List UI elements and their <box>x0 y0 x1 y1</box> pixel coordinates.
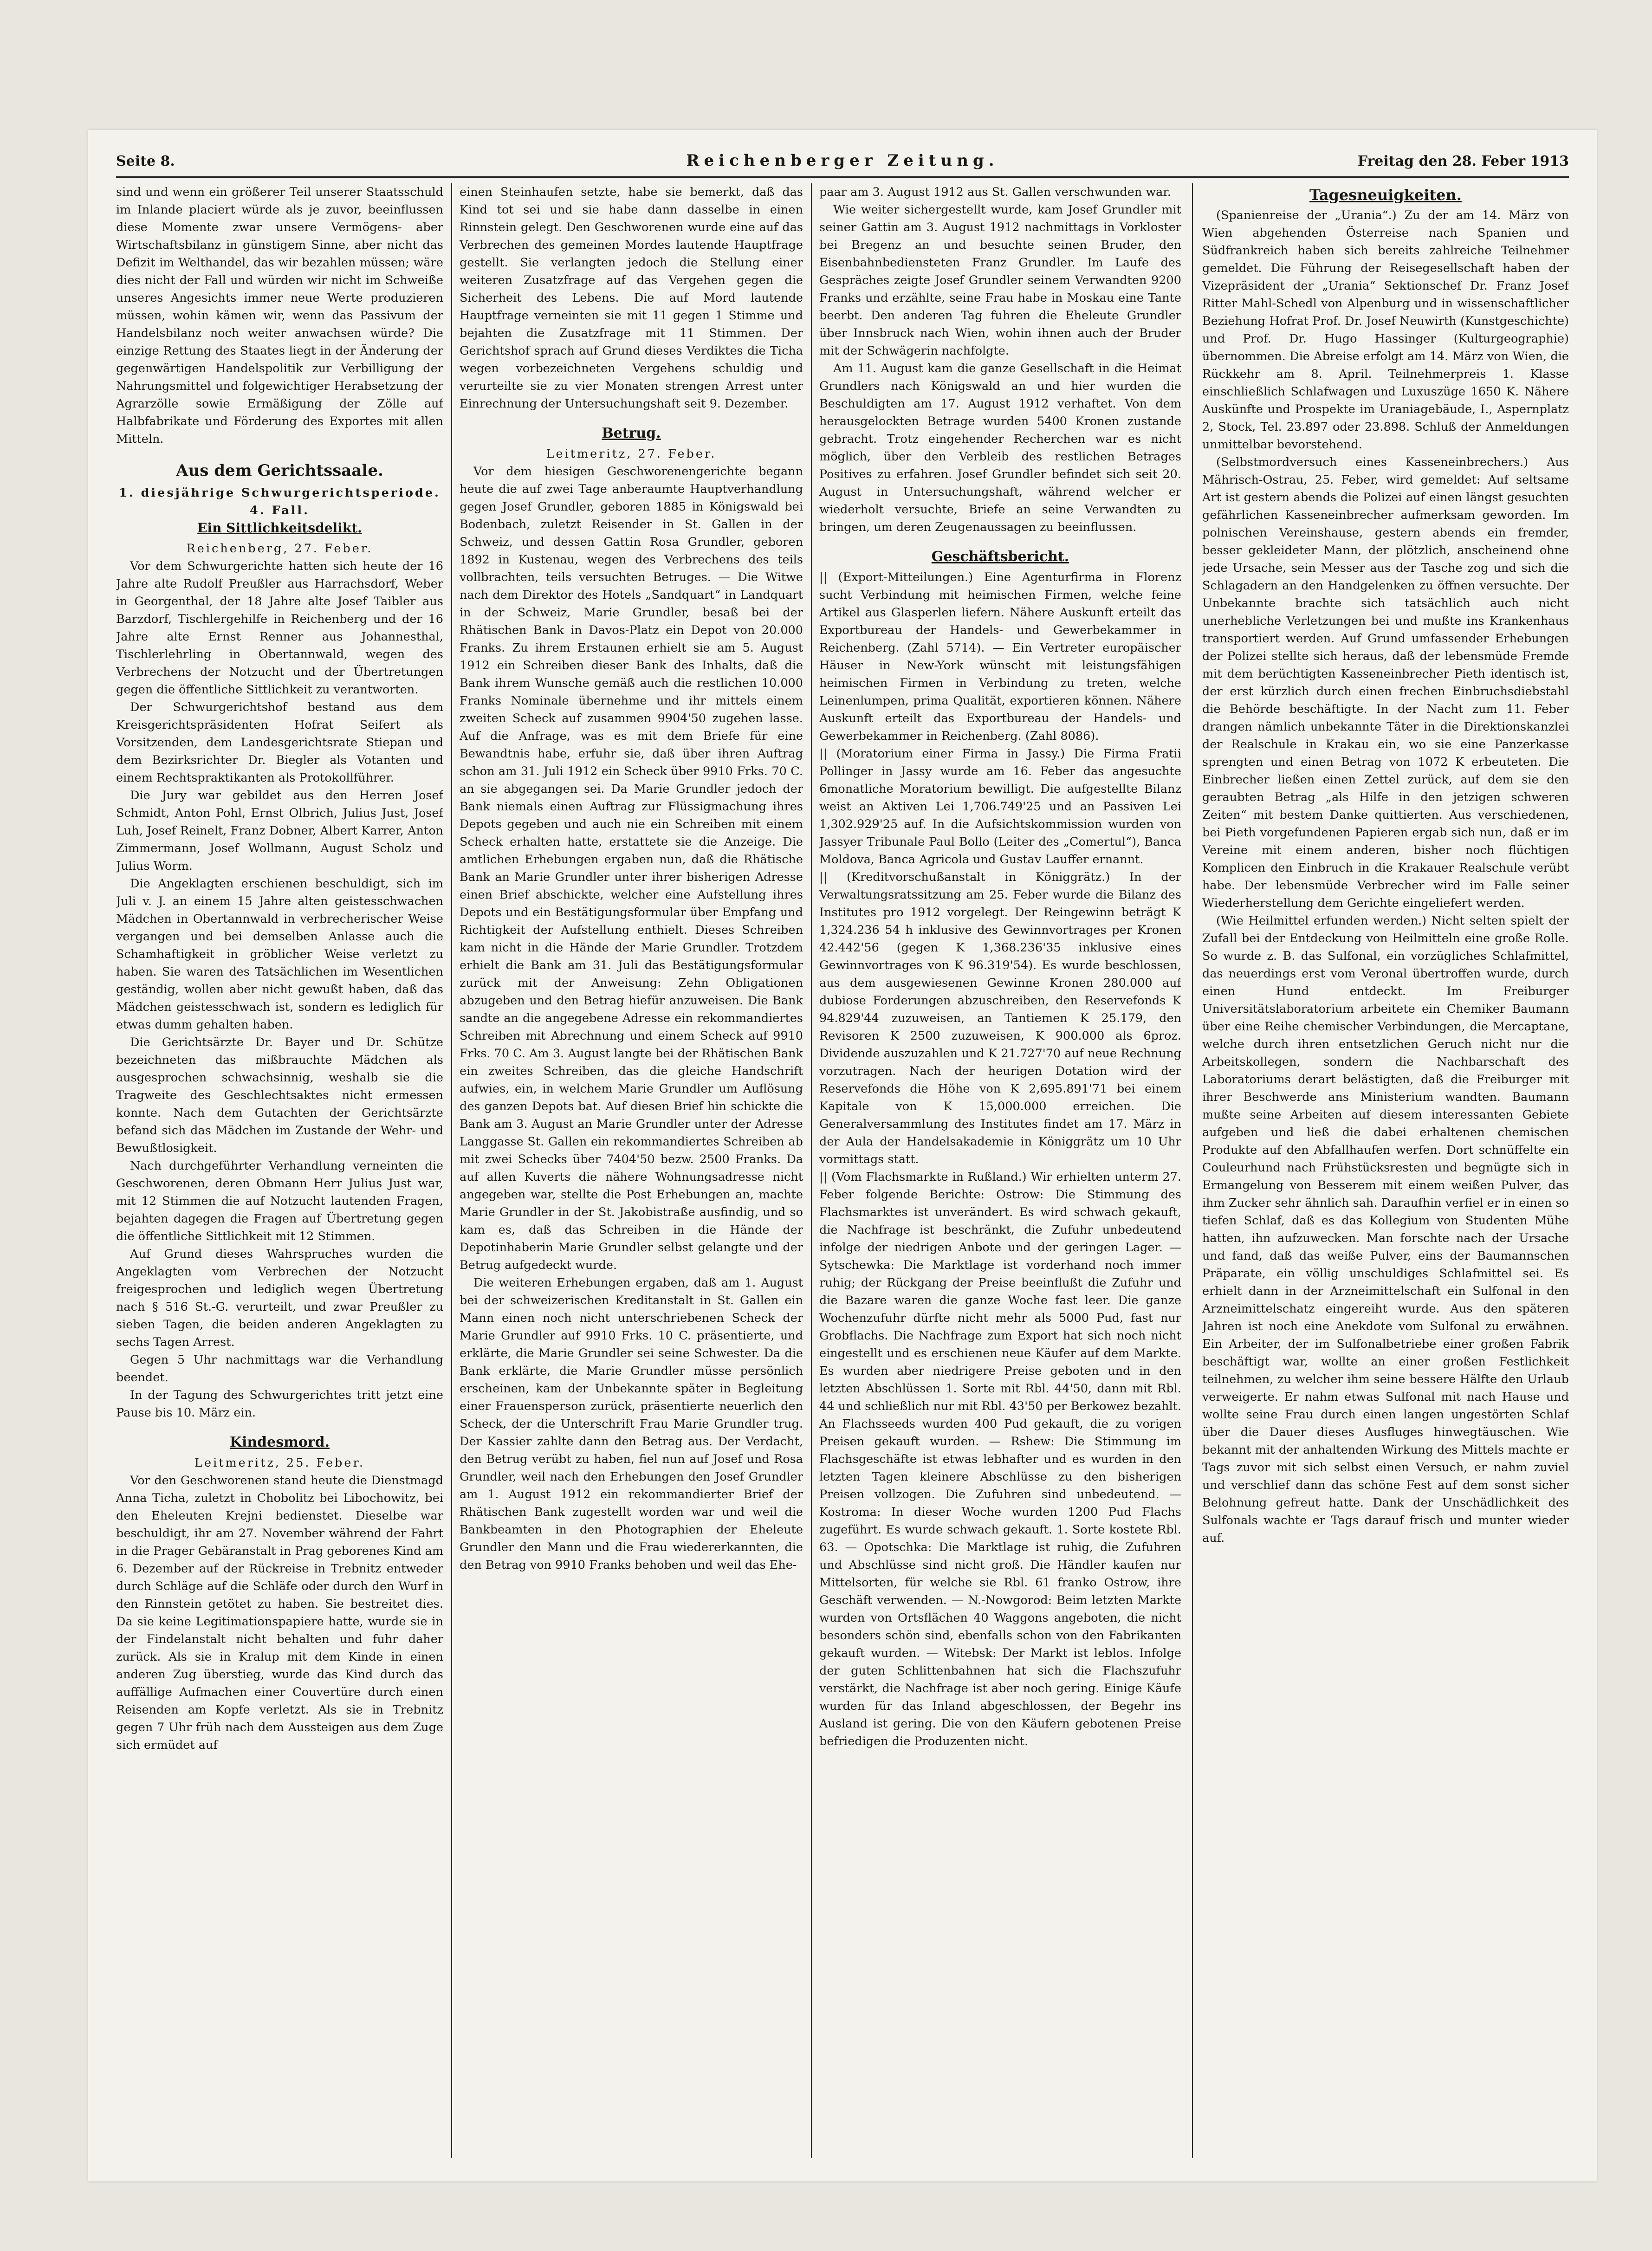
news-item: (Wie Heilmittel erfunden werden.) Nicht selten spielt der Zufall bei der Entdeckung von Heilmitteln eine große Rolle. So wurde z. B. das Sulfonal, ein vorzügliches Schlafmittel, das neuerdings erst vom Veronal übertroffen wurde, durch einen Hund entdeckt. Im Freiburger Universitätslaboratorium arbeitete ein Chemiker Baumann über eine Reihe chemischer Verbindungen, die Mercaptane, welche durch ihren entsetzlichen Geruch nicht nur die Arbeitskollegen, sondern die Nachbarschaft des Laboratoriums derart belästigten, daß die Freiburger mit ihrer Beschwerde ans Ministerium wandten. Baumann mußte seine Arbeiten auf diesem interessanten Gebiete aufgeben und ließ die dabei erhaltenen chemischen Produkte auf den Abfallhaufen werfen. Dort schnüffelte ein Couleurhund nach Frühstücksresten und begnügte sich in Ermangelung von Besserem mit einem weißen Pulver, das ihm Zucker sehr ähnlich sah. Daraufhin verfiel er in einen so tiefen Schlaf, daß es das Kollegium von Studenten Mühe hatten, ihn aufzuwecken. Man forschte nach der Ursache und fand, daß das weiße Pulver, eins der Baumannschen Präparate, ein völlig unschuldiges Schlafmittel sei. Es erhielt dann in der Arzneimittelschaft ein Sulfonal in den Arzneimittelschatz eingereiht wurde. Aus den späteren Jahren ist noch eine Anekdote vom Sulfonal zu erwähnen. Ein Arbeiter, der im Sulfonalbetriebe einer großen Fabrik beschäftigt war, wollte an einer großen Festlichkeit teilnehmen, zu welcher ihm seine bessere Hälfte den Urlaub verweigerte. Er nahm etwas Sulfonal mit nach Hause und wollte seine Frau durch einen langen ungestörten Schlaf über die Dauer dieses Ausfluges hinwegtäuschen. Wie bekannt mit der anhaltenden Wirkung des Mittels machte er Tags zuvor mit sich selbst einen Versuch, er nahm zuviel und verschlief dann das schöne Fest auf dem sonst sicher Belohnung gefreut hatte. Dank der Unschädlichkeit des Sulfonals wachte er Tags darauf frisch und munter wieder auf. <box>1202 914 1569 1545</box>
article-text: Gegen 5 Uhr nachmittags war die Verhandlung beendet. <box>116 1353 443 1384</box>
article-text: sind und wenn ein größerer Teil unserer Staatsschuld im Inlande placiert würde als je zuvor, beeinflussen diese Momente zwar unsere Vermögens- aber Wirtschaftsbilanz in günstigem Sinne, aber nicht das Defizit im Welthandel, das wir bezahlen müssen; wäre dies nicht der Fall und würden wir nicht im Schweiße unseres Angesichts immer neue Werte produzieren müssen, wohin kämen wir, wenn das Passivum der Handelsbilanz noch weiter anwachsen würde? Die einzige Rettung des Staates liegt in der Änderung der gegenwärtigen Handelspolitik zur Verbilligung der Nahrungsmittel und folgewichtiger Herabsetzung der Agrarzölle sowie Ermäßigung der Zölle auf Halbfabrikate und Förderung des Exportes mit allen Mitteln. <box>116 185 443 446</box>
dateline: Reichenberg, 27. Feber. <box>186 542 373 556</box>
article-text: Am 11. August kam die ganze Gesellschaft in die Heimat Grundlers nach Königswald an und hier wurden die Beschuldigten am 17. August 1912 verhaftet. Von dem herausgelockten Betrage wurden 5400 Kronen zustande gebracht. Trotz eingehender Recherchen war es nicht möglich, über den Verbleib des restlichen Betrages Positives zu erfahren. Josef Grundler befindet sich seit 20. August in Untersuchungshaft, während welcher er wiederholt versuchte, Briefe an seine Verwandten zu bringen, um deren Zeugenaussagen zu beeinflussen. <box>819 362 1181 534</box>
news-item: (Selbstmordversuch eines Kasseneinbrechers.) Aus Mährisch-Ostrau, 25. Feber, wird gemeldet: Auf seltsame Art ist gestern abends die Polizei auf einen längst gesuchten gefährlichen Kasseneinbrecher aufmerksam geworden. Im polnischen Vereinshause, gestern abends ein fremder, besser gekleideter Mann, der plötzlich, anscheinend ohne jede Ursache, sein Messer aus der Tasche zog und sich die Schlagadern an den Handgelenken zu öffnen versuchte. Der Unbekannte brachte sich tatsächlich auch nicht unerhebliche Verletzungen bei und mußte ins Krankenhaus transportiert werden. Auf Grund umfassender Erhebungen der Polizei stellte sich heraus, daß der lebensmüde Fremde mit dem berüchtigten Kasseneinbrecher Pieth identisch ist, der erst kürzlich durch einen frechen Einbruchsdiebstahl die Behörde beschäftigte. In der Nacht zum 11. Feber drangen nämlich unbekannte Täter in die Direktionskanzlei der Realschule in Krakau ein, wo sie eine Panzerkasse sprengten und einen Betrag von 1072 K erbeuteten. Die Einbrecher ließen einen Zettel zurück, auf dem sie den geraubten Betrag „als Hilfe in den jetzigen schweren Zeiten“ mit bestem Danke quittierten. Aus verschiedenen, bei Pieth vorgefundenen Papieren ergab sich nun, daß er im Vereine mit einem anderen, bisher noch flüchtigen Komplicen den Einbruch in die Krakauer Realschule verübt habe. Der lebensmüde Verbrecher wird im Falle seiner Wiederherstellung dem Gerichte eingeliefert werden. <box>1202 455 1569 910</box>
column-divider <box>811 183 812 2158</box>
section-heading: Aus dem Gerichtssaale. <box>176 461 383 480</box>
section-subheading: 1. diesjährige Schwurgerichtsperiode. 4. Fall. <box>119 486 441 517</box>
newspaper-page <box>88 130 1597 2181</box>
article-text: Die Angeklagten erschienen beschuldigt, sich im Juli v. J. an einem 15 Jahre alten geistesschwachen Mädchen in Obertannwald in verbrecherischer Weise vergangen und bei demselben Anlasse auch die Schamhaftigkeit in gröblicher Weise verletzt zu haben. Sie waren des Tatsächlichen im Wesentlichen geständig, wollen aber nicht gewußt haben, daß das Mädchen geistesschwach ist, sondern es lediglich für etwas dumm gehalten haben. <box>116 877 443 1032</box>
dateline: Leitmeritz, 25. Feber. <box>194 1456 365 1470</box>
issue-date: Freitag den 28. Feber 1913 <box>1357 153 1569 169</box>
article-headline: Kindesmord. <box>229 1434 330 1450</box>
business-notice: || (Moratorium einer Firma in Jassy.) Die Firma Fratii Pollinger in Jassy wurde am 16. Feber das angesuchte 6monatliche Moratorium bewilligt. Die aufgestellte Bilanz weist an Aktiven Lei 1,706.749'25 und an Passiven Lei 1,302.929'25 auf. In die Aufsichtskommission wurden von Jassyer Tribunale Paul Bollo (Leiter des „Comertul“), Banca Moldova, Banca Agricola und Gustav Lauffer ernannt. <box>819 747 1181 867</box>
column-3 <box>819 183 1181 2158</box>
business-notice: || (Export-Mitteilungen.) Eine Agenturfirma in Florenz sucht Verbindung mit heimischen Firmen, welche feine Artikel aus Glasperlen liefern. Nähere Auskunft erteilt das Exportbureau der Handels- und Gewerbekammer in Reichenberg. (Zahl 5714). — Ein Vertreter europäischer Häuser in New-York wünscht mit leistungsfähigen heimischen Firmen in Verbindung zu treten, welche Leinenlumpen, prima Qualität, exportieren können. Nähere Auskunft erteilt das Exportbureau der Handels- und Gewerbekammer in Reichenberg. (Zahl 8086). <box>819 570 1181 743</box>
article-text: Die weiteren Erhebungen ergaben, daß am 1. August bei der schweizerischen Kreditanstalt in St. Gallen ein Mann einen noch nicht unterschriebenen Scheck der Marie Grundler auf 9910 Frks. 10 C. präsentierte, und erklärte, die Marie Grundler sei seine Schwester. Da die Bank erklärte, die Marie Grundler müsse persönlich erscheinen, kam der Unbekannte später in Begleitung einer Frauensperson zurück, präsentierte neuerlich den Scheck, der die Unterschrift Frau Marie Grundler trug. Der Kassier zahlte dann den Betrag aus. Der Verdacht, den Betrug verübt zu haben, fiel nun auf Josef und Rosa Grundler, weil nach den Erhebungen den Josef Grundler am 1. August 1912 ein rekommandierter Brief der Rhätischen Bank zugestellt worden war und weil die Bankbeamten in den Photographien der Eheleute Grundler den Mann und die Frau wiedererkannten, die den Betrag von 9910 Franks behoben und weil das Ehe- <box>460 1276 803 1572</box>
column-divider <box>1192 183 1193 2158</box>
article-headline: Ein Sittlichkeitsdelikt. <box>197 520 362 536</box>
article-text: Der Schwurgerichtshof bestand aus dem Kreisgerichtspräsidenten Hofrat Seifert als Vorsitzenden, dem Landesgerichtsrate Stiepan und dem Bezirksrichter Dr. Biegler als Votanten und einem Rechtspraktikanten als Protokollführer. <box>116 700 443 785</box>
newspaper-title: Reichenberger Zeitung. <box>686 151 999 170</box>
column-2 <box>460 183 803 2158</box>
article-text: Die Gerichtsärzte Dr. Bayer und Dr. Schütze bezeichneten das mißbrauchte Mädchen als ausgesprochen schwachsinnig, weshalb sie die Tragweite des Geschlechtsaktes nicht ermessen konnte. Nach dem Gutachten der Gerichtsärzte befand sich das Mädchen im Zustande der Wehr- und Bewußtlosigkeit. <box>116 1035 443 1155</box>
business-notice: || (Kreditvorschußanstalt in Königgrätz.) In der Verwaltungsratssitzung am 25. Feber wurde die Bilanz des Institutes pro 1912 vorgelegt. Der Reingewinn beträgt K 1,324.236 54 h inklusive des Gewinnvortrages per Kronen 42.442'56 (gegen K 1,368.236'35 inklusive eines Gewinnvortrages von K 96.319'54). Es wurde beschlossen, aus dem ausgewiesenen Gewinne Kronen 280.000 auf dubiose Forderungen abzuschreiben, den Reservefonds K 94.829'44 zuzuweisen, an Tantiemen K 25.179, den Revisoren K 2500 zuzuweisen, K 900.000 als 6proz. Dividende auszuzahlen und K 21.727'70 auf neue Rechnung vorzutragen. Nach der heurigen Dotation wird der Reservefonds die Höhe von K 2,695.891'71 bei einem Kapitale von K 15,000.000 erreichen. Die Generalversammlung des Institutes findet am 17. März in der Aula der Handelsakademie in Königgrätz um 10 Uhr vormittags statt. <box>819 870 1181 1166</box>
column-1 <box>116 183 443 2158</box>
page-number: Seite 8. <box>116 153 175 169</box>
article-text: Auf Grund dieses Wahrspruches wurden die Angeklagten vom Verbrechen der Notzucht freigesprochen und lediglich wegen Übertretung nach § 516 St.-G. verurteilt, und zwar Preußler zu sieben Tagen, die beiden anderen Angeklagten zu sechs Tagen Arrest. <box>116 1247 443 1349</box>
article-headline: Betrug. <box>602 425 661 441</box>
article-text: Vor dem Schwurgerichte hatten sich heute der 16 Jahre alte Rudolf Preußler aus Harrachsdorf, Weber in Georgenthal, der 18 Jahre alte Josef Taibler aus Barzdorf, Tischlergehilfe in Reichenberg und der 16 Jahre alte Ernst Renner aus Johannesthal, Tischlerlehrling in Obertannwald, wegen des Verbrechens der Notzucht und der Übertretungen gegen die öffentliche Sittlichkeit zu verantworten. <box>116 559 443 697</box>
article-text: Die Jury war gebildet aus den Herren Josef Schmidt, Anton Pohl, Ernst Olbrich, Julius Just, Josef Luh, Josef Reinelt, Franz Dobner, Albert Karrer, Anton Zimmermann, Josef Wollmann, August Scholz und Julius Worm. <box>116 789 443 873</box>
article-text: einen Steinhaufen setzte, habe sie bemerkt, daß das Kind tot sei und sie habe dann dasselbe in einen Rinnstein gelegt. Den Geschworenen wurde eine auf das Verbrechen des gemeinen Mordes lautende Hauptfrage gestellt. Sie verlangten jedoch die Stellung einer weiteren Zusatzfrage auf das Vergehen gegen die Sicherheit des Lebens. Die auf Mord lautende Hauptfrage verneinten sie mit 11 gegen 1 Stimme und bejahten die Zusatzfrage mit 11 Stimmen. Der Gerichtshof sprach auf Grund dieses Verdiktes die Ticha wegen vorbezeichneten Vergehens schuldig und verurteilte sie zu vier Monaten strengen Arrest unter Einrechnung der Untersuchungshaft seit 9. Dezember. <box>460 185 803 411</box>
column-divider <box>451 183 452 2158</box>
article-text: Vor den Geschworenen stand heute die Dienstmagd Anna Ticha, zuletzt in Chobolitz bei Libochowitz, bei den Eheleuten Krejni bedienstet. Dieselbe war beschuldigt, ihr am 27. November während der Fahrt in die Prager Gebäranstalt in Prag geborenes Kind am 6. Dezember auf der Rückreise in Trebnitz entweder durch Schläge auf die Schläfe oder durch den Wurf in den Rinnstein getötet zu haben. Sie bestreitet dies. Da sie keine Legitimationspapiere hatte, wurde sie in der Findelanstalt nicht behalten und fuhr daher zurück. Als sie in Kralup mit dem Kinde in einen anderen Zug überstieg, wurde das Kind durch das auffällige Aufmachen einer Couvertüre durch einen Reisenden am Kopfe verletzt. Als sie in Trebnitz gegen 7 Uhr früh nach dem Aussteigen aus dem Zuge sich ermüdet auf <box>116 1474 443 1752</box>
business-notice: || (Vom Flachsmarkte in Rußland.) Wir erhielten unterm 27. Feber folgende Berichte: Ostrow: Die Stimmung des Flachsmarktes ist unverändert. Es wird schwach gekauft, die Nachfrage ist beschränkt, die Zufuhr unbedeutend infolge der niedrigen Anbote und der geringen Lager. — Sytschewka: Die Marktlage ist vorderhand noch immer ruhig; der Rückgang der Preise beeinflußt die Zufuhr und die Bazare waren die ganze Woche fast leer. Die ganze Wochenzufuhr dürfte nicht mehr als 5000 Pud, fast nur Grobflachs. Die Nachfrage zum Export hat sich noch nicht eingestellt und es erschienen neue Käufer auf dem Markte. Es wurden aber niedrigere Preise geboten und in den letzten Abschlüssen 1. Sorte mit Rbl. 44'50, dann mit Rbl. 44 und schließlich nur mit Rbl. 43'50 per Berkowez bezahlt. An Flachsseeds wurden 400 Pud gekauft, die zu vorigen Preisen gekauft wurden. — Rshew: Die Stimmung im Flachsgeschäfte ist etwas lebhafter und es wurden in den letzten Tagen kleinere Abschlüsse zu den bisherigen Preisen vollzogen. Die Zufuhren sind unbedeutend. — Kostroma: In dieser Woche wurden 1200 Pud Flachs zugeführt. Es wurde schwach gekauft. 1. Sorte kostete Rbl. 63. — Opotschka: Die Marktlage ist ruhig, die Zufuhren und Abschlüsse sind nicht groß. Die Händler kaufen nur Mittelsorten, für welche sie Rbl. 61 franko Ostrow, ihre Geschäft verwenden. — N.-Nowgorod: Beim letzten Markte wurden von Ortsflächen 40 Waggons angeboten, die nicht besonders schön sind, ebenfalls schon von den Fabrikanten gekauft wurden. — Witebsk: Der Markt ist leblos. Infolge der guten Schlittenbahnen hat sich die Flachszufuhr verstärkt, die Nachfrage ist aber noch gering. Einige Käufe wurden für das Inland abgeschlossen, der Begehr ins Ausland ist gering. Die von den Käufern gebotenen Preise befriedigen die Produzenten nicht. <box>819 1170 1181 1748</box>
section-heading: Geschäftsbericht. <box>931 549 1069 565</box>
column-4 <box>1202 183 1569 2158</box>
section-heading: Tagesneuigkeiten. <box>1309 186 1462 204</box>
article-text: Vor dem hiesigen Geschworenengerichte begann heute die auf zwei Tage anberaumte Hauptverhandlung gegen Josef Grundler, geboren 1885 in Königswald bei Bodenbach, zuletzt Reisender in St. Gallen in der Schweiz, und dessen Gattin Rosa Grundler, geboren 1892 in Kustenau, wegen des Verbrechens des teils vollbrachten, teils versuchten Betruges. — Die Witwe nach dem Direktor des Hotels „Sandquart“ in Landquart in der Schweiz, Marie Grundler, besaß bei der Rhätischen Bank in Davos-Platz ein Depot von 20.000 Franks. Zu ihrem Erstaunen erhielt sie am 5. August 1912 ein Schreiben dieser Bank des Inhalts, daß die Bank ihrem Wunsche gemäß auch die restlichen 10.000 Franks Nominale übernehme und ihr mittels einem zweiten Scheck auf zusammen 9904'50 zugehen lasse. Auf die Anfrage, was es mit dem Briefe für eine Bewandtnis habe, erfuhr sie, daß über ihren Auftrag schon am 31. Juli 1912 ein Scheck über 9910 Frks. 70 C. an sie abgegangen sei. Da Marie Grundler jedoch der Bank niemals einen Auftrag zur Flüssigmachung ihres Depots gegeben und auch nie ein Schreiben mit einem Scheck erhalten hatte, erstattete sie die Anzeige. Die amtlichen Erhebungen ergaben nun, daß die Rhätische Bank an Marie Grundler unter ihrer bisherigen Adresse einen Brief abschickte, welcher eine Aufstellung ihres Depots und ein Bestätigungsformular über Empfang und Richtigkeit der Aufstellung enthielt. Dieses Schreiben kam nicht in die Hände der Marie Grundler. Trotzdem erhielt die Bank am 31. Juli das Bestätigungsformular zurück mit der Anweisung: Zehn Obligationen abzugeben und den Betrag hiefür anzuweisen. Die Bank sandte an die angegebene Adresse ein rekommandiertes Schreiben mit Abrechnung und einem Scheck auf 9910 Frks. 70 C. Am 3. August langte bei der Rhätischen Bank ein zweites Schreiben, das die gleiche Handschrift aufwies, ein, in welchem Marie Grundler um Auflösung des ganzen Depots bat. Auf diesen Brief hin schickte die Bank am 3. August an Marie Grundler unter der Adresse Langgasse St. Gallen ein rekommandiertes Schreiben ab mit zwei Schecks über 7404'50 bezw. 2500 Franks. Da auf allen Kuverts die nähere Wohnungsadresse nicht angegeben war, stellte die Post Erhebungen an, machte Marie Grundler in der St. Jakobistraße ausfindig, und so kam es, daß das Schreiben in die Hände der Depotinhaberin Marie Grundler selbst gelangte und der Betrug aufgedeckt wurde. <box>460 465 803 1272</box>
article-text: Wie weiter sichergestellt wurde, kam Josef Grundler mit seiner Gattin am 3. August 1912 nachmittags in Vorkloster bei Bregenz an und besuchte seinen Bruder, den Eisenbahnbediensteten Franz Grundler. Im Laufe des Gespräches zeigte Josef Grundler seinem Verwandten 9200 Franks und erzählte, seine Frau habe in Moskau eine Tante beerbt. Den anderen Tag fuhren die Eheleute Grundler über Innsbruck nach Wien, wohin ihnen auch der Bruder mit der Schwägerin nachfolgte. <box>819 203 1181 358</box>
article-text: paar am 3. August 1912 aus St. Gallen verschwunden war. <box>819 185 1171 199</box>
dateline: Leitmeritz, 27. Feber. <box>546 447 717 461</box>
masthead <box>116 149 1569 178</box>
news-item: (Spanienreise der „Urania“.) Zu der am 14. März von Wien abgehenden Österreise nach Spanien und Südfrankreich haben sich bereits zahlreiche Teilnehmer gemeldet. Die Führung der Reisegesellschaft haben der Vizepräsident der „Urania“ Sektionschef Dr. Franz Josef Ritter Mahl-Schedl von Alpenburg und in wissenschaftlicher Beziehung Hofrat Prof. Dr. Josef Neuwirth (Kunstgeschichte) und Prof. Dr. Hugo Hassinger (Kulturgeographie) übernommen. Die Abreise erfolgt am 14. März von Wien, die Rückkehr am 8. April. Teilnehmerpreis 1. Klasse einschließlich Schlafwagen und Luxuszüge 1650 K. Nähere Auskünfte und Prospekte im Uraniagebäude, I., Aspernplatz 2, Stock, Tel. 23.897 oder 23.898. Schluß der Anmeldungen unmittelbar bevorstehend. <box>1202 208 1569 452</box>
article-text: Nach durchgeführter Verhandlung verneinten die Geschworenen, deren Obmann Herr Julius Just war, mit 12 Stimmen die auf Notzucht lautenden Fragen, bejahten dagegen die Fragen auf Übertretung gegen die öffentliche Sittlichkeit mit 12 Stimmen. <box>116 1159 443 1243</box>
article-text: In der Tagung des Schwurgerichtes tritt jetzt eine Pause bis 10. März ein. <box>116 1388 443 1420</box>
